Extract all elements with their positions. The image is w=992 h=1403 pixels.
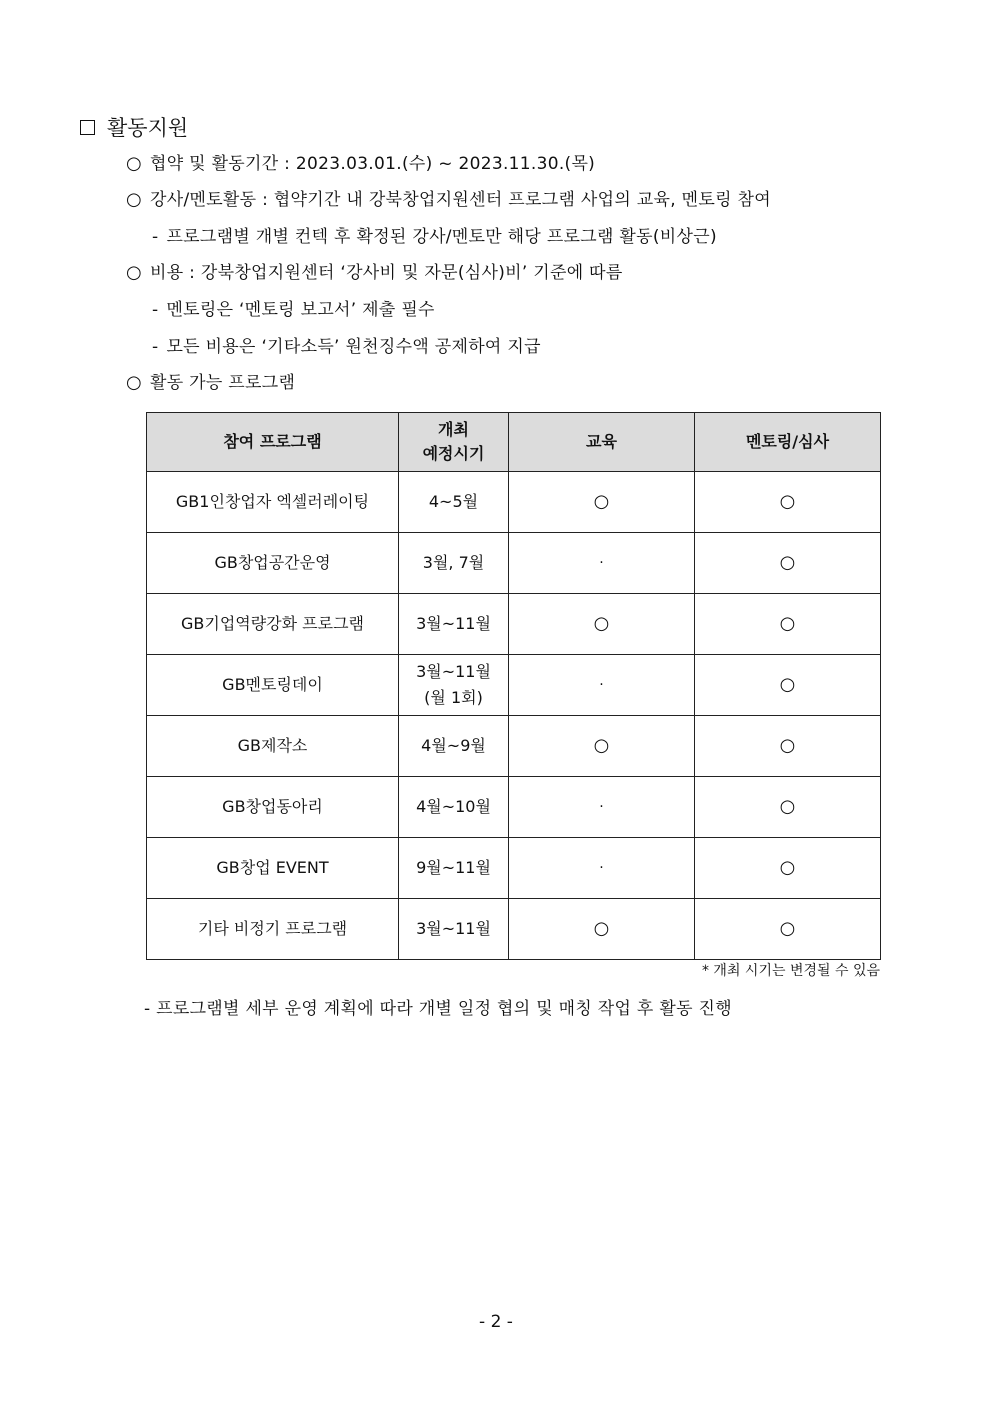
table-row: 기타 비정기 프로그램 3월~11월 ○ ○ <box>147 899 881 960</box>
schedule-change-note: * 개최 시기는 변경될 수 있음 <box>701 963 880 979</box>
sub-bullet-contact: - 프로그램별 개별 컨텍 후 확정된 강사/멘토만 해당 프로그램 활동(비상근) <box>152 227 717 247</box>
header-program: 참여 프로그램 <box>147 413 399 472</box>
page-number: - 2 - <box>479 1312 513 1332</box>
header-education: 교육 <box>509 413 695 472</box>
table-row: GB창업 EVENT 9월~11월 · ○ <box>147 838 881 899</box>
table-row: GB창업공간운영 3월, 7월 · ○ <box>147 533 881 594</box>
table-row: GB기업역량강화 프로그램 3월~11월 ○ ○ <box>147 594 881 655</box>
circle-bullet-icon: ○ <box>126 372 143 393</box>
circle-bullet-icon: ○ <box>126 153 143 174</box>
table-row: GB창업동아리 4월~10월 · ○ <box>147 777 881 838</box>
checkbox-square-icon <box>80 120 95 135</box>
circle-bullet-icon: ○ <box>126 262 143 283</box>
closing-remark: - 프로그램별 세부 운영 계획에 따라 개별 일정 협의 및 매칭 작업 후 활동 진행 <box>144 999 732 1019</box>
table-header-row <box>147 413 881 472</box>
section-heading-text: 활동지원 <box>107 116 189 140</box>
bullet-cost: ○ 비용 : 강북창업지원센터 ‘강사비 및 자문(심사)비’ 기준에 따름 <box>126 262 623 283</box>
table-row: GB1인창업자 엑셀러레이팅 4~5월 ○ ○ <box>147 472 881 533</box>
program-table <box>146 412 881 960</box>
table-row: GB제작소 4월~9월 ○ ○ <box>147 716 881 777</box>
bullet-instructor-activity: ○ 강사/멘토활동 : 협약기간 내 강북창업지원센터 프로그램 사업의 교육, 멘토링 참여 <box>126 189 771 210</box>
circle-bullet-icon: ○ <box>126 189 143 210</box>
bullet-available-programs: ○ 활동 가능 프로그램 <box>126 372 296 393</box>
header-mentoring: 멘토링/심사 <box>695 413 881 472</box>
section-heading <box>80 112 188 142</box>
table-row: GB멘토링데이 3월~11월 (월 1회) · ○ <box>147 655 881 716</box>
header-schedule: 개최 예정시기 <box>399 413 509 472</box>
sub-bullet-tax: - 모든 비용은 ‘기타소득’ 원천징수액 공제하여 지급 <box>152 337 541 357</box>
sub-bullet-report: - 멘토링은 ‘멘토링 보고서’ 제출 필수 <box>152 300 435 320</box>
bullet-agreement-period: ○ 협약 및 활동기간 : 2023.03.01.(수) ~ 2023.11.30.(목) <box>126 153 596 174</box>
